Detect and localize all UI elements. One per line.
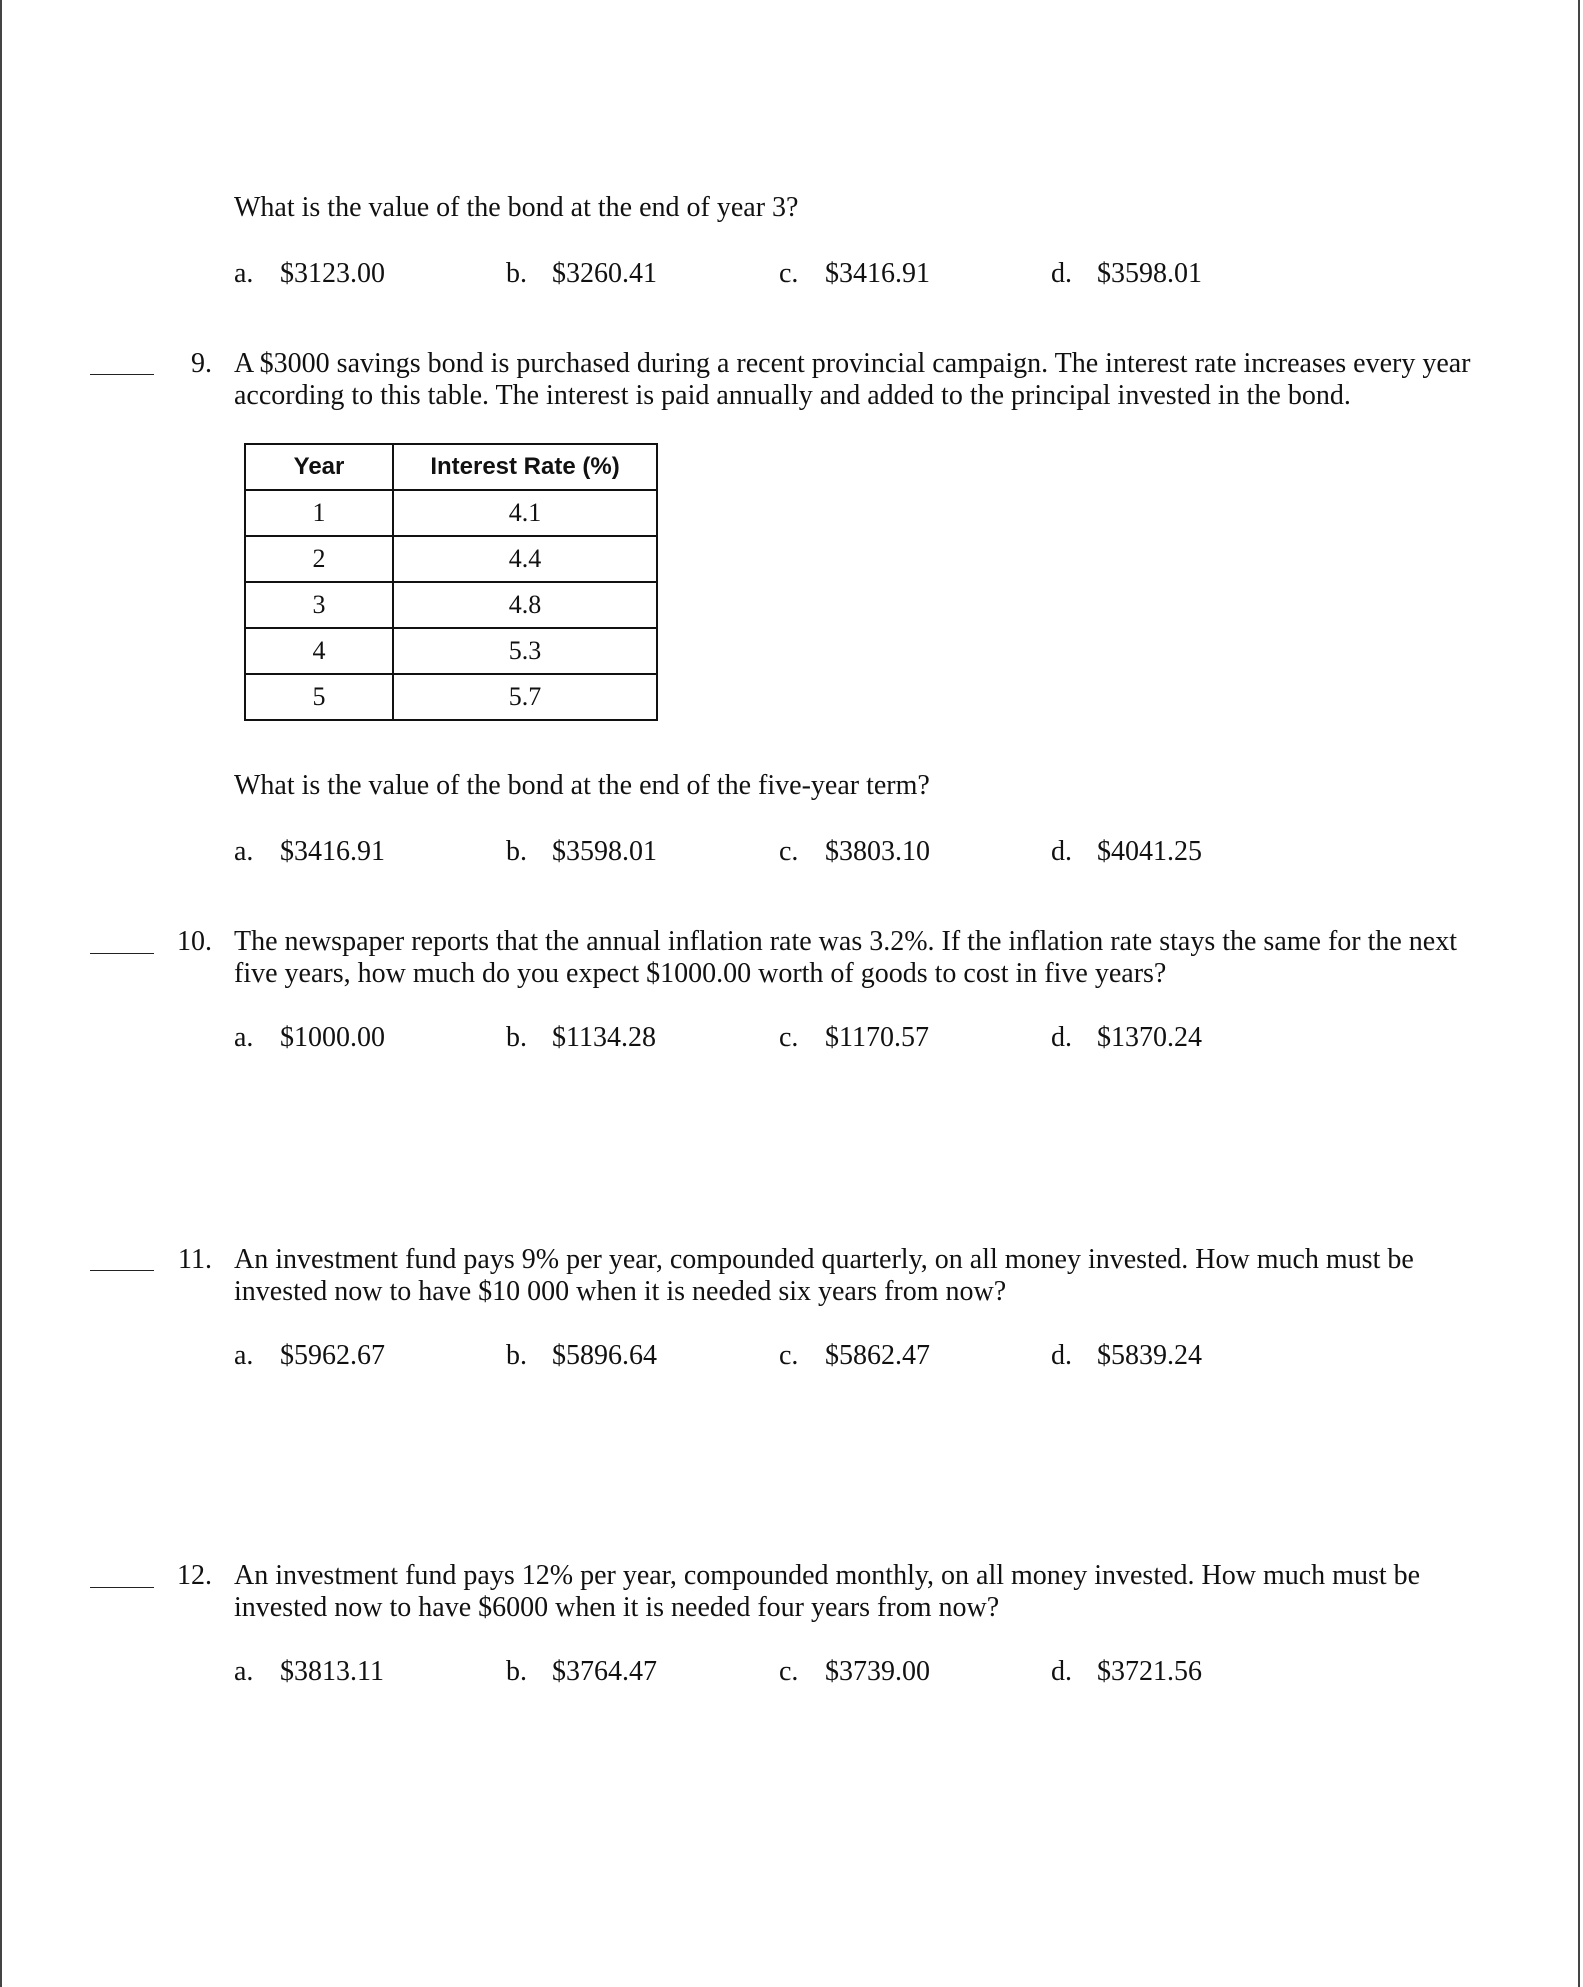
table-cell-year: 5 — [245, 674, 393, 720]
question-number-11: 11. — [178, 1244, 212, 1275]
option-value: $5896.64 — [552, 1340, 657, 1371]
table-cell-rate: 4.8 — [393, 582, 657, 628]
option-letter: b. — [506, 258, 527, 289]
question-text-10: The newspaper reports that the annual inflation rate was 3.2%. If the inflation rate stays the same for the next five years, how much do you expect $1000.00 worth of goods to cost in five years? — [234, 926, 1458, 989]
q9-option-a[interactable] — [234, 836, 385, 868]
question-text-9: A $3000 savings bond is purchased during a recent provincial campaign. The interest rate increases every year according to this table. The interest is paid annually and added to the principal invested in the bond. — [234, 348, 1471, 411]
option-value: $3416.91 — [280, 836, 385, 867]
table-cell-rate: 5.7 — [393, 674, 657, 720]
answer-blank-12[interactable] — [90, 1587, 154, 1588]
q9-option-d[interactable] — [1051, 836, 1202, 868]
option-value: $5962.67 — [280, 1340, 385, 1371]
q10-option-b[interactable] — [506, 1022, 656, 1054]
option-letter: d. — [1051, 258, 1072, 289]
table-cell-year: 1 — [245, 490, 393, 536]
option-letter: a. — [234, 1340, 254, 1371]
option-value: $5862.47 — [825, 1340, 930, 1371]
table-header-rate: Interest Rate (%) — [393, 444, 657, 490]
option-letter: b. — [506, 836, 527, 867]
table-header-row — [245, 444, 657, 490]
intro-option-c[interactable] — [779, 258, 930, 290]
option-letter: c. — [779, 1022, 799, 1053]
question-number-9: 9. — [191, 348, 212, 379]
option-letter: d. — [1051, 1022, 1072, 1053]
q10-option-d[interactable] — [1051, 1022, 1202, 1054]
option-value: $3598.01 — [1097, 258, 1202, 289]
option-letter: d. — [1051, 1340, 1072, 1371]
option-value: $3813.11 — [280, 1656, 384, 1687]
intro-question: What is the value of the bond at the end of year 3? — [234, 192, 799, 223]
option-value: $4041.25 — [1097, 836, 1202, 867]
option-value: $5839.24 — [1097, 1340, 1202, 1371]
option-value: $1170.57 — [825, 1022, 929, 1053]
q12-option-c[interactable] — [779, 1656, 930, 1688]
q11-option-a[interactable] — [234, 1340, 385, 1372]
intro-option-a[interactable] — [234, 258, 385, 290]
option-value: $3123.00 — [280, 258, 385, 289]
option-letter: c. — [779, 1656, 799, 1687]
q9-option-b[interactable] — [506, 836, 657, 868]
option-letter: b. — [506, 1656, 527, 1687]
q12-option-b[interactable] — [506, 1656, 657, 1688]
option-value: $3803.10 — [825, 836, 930, 867]
option-value: $1000.00 — [280, 1022, 385, 1053]
answer-blank-11[interactable] — [90, 1270, 154, 1271]
option-value: $3260.41 — [552, 258, 657, 289]
table-cell-year: 3 — [245, 582, 393, 628]
question-number-12: 12. — [177, 1560, 212, 1591]
table-row — [245, 490, 657, 536]
q12-option-d[interactable] — [1051, 1656, 1202, 1688]
table-cell-rate: 4.1 — [393, 490, 657, 536]
sub-question-9: What is the value of the bond at the end of the five-year term? — [234, 770, 930, 801]
option-letter: a. — [234, 258, 254, 289]
option-value: $1370.24 — [1097, 1022, 1202, 1053]
option-letter: d. — [1051, 1656, 1072, 1687]
table-cell-rate: 5.3 — [393, 628, 657, 674]
option-letter: a. — [234, 1656, 254, 1687]
option-value: $1134.28 — [552, 1022, 656, 1053]
table-cell-year: 4 — [245, 628, 393, 674]
question-text-11: An investment fund pays 9% per year, compounded quarterly, on all money invested. How much must be invested now to have $10 000 when it is needed six years from now? — [234, 1244, 1414, 1307]
option-value: $3739.00 — [825, 1656, 930, 1687]
option-letter: a. — [234, 1022, 254, 1053]
intro-option-d[interactable] — [1051, 258, 1202, 290]
answer-blank-9[interactable] — [90, 374, 154, 375]
q12-option-a[interactable] — [234, 1656, 384, 1688]
table-header-year: Year — [245, 444, 393, 490]
option-value: $3764.47 — [552, 1656, 657, 1687]
table-row — [245, 582, 657, 628]
q9-option-c[interactable] — [779, 836, 930, 868]
option-letter: b. — [506, 1022, 527, 1053]
option-letter: c. — [779, 836, 799, 867]
table-row — [245, 674, 657, 720]
q11-option-c[interactable] — [779, 1340, 930, 1372]
option-letter: c. — [779, 1340, 799, 1371]
option-letter: a. — [234, 836, 254, 867]
option-letter: d. — [1051, 836, 1072, 867]
q10-option-c[interactable] — [779, 1022, 929, 1054]
option-letter: b. — [506, 1340, 527, 1371]
q11-option-b[interactable] — [506, 1340, 657, 1372]
question-number-10: 10. — [177, 926, 212, 957]
table-cell-year: 2 — [245, 536, 393, 582]
intro-option-b[interactable] — [506, 258, 657, 290]
interest-rate-table — [244, 443, 658, 721]
option-value: $3416.91 — [825, 258, 930, 289]
table-row — [245, 628, 657, 674]
q10-option-a[interactable] — [234, 1022, 385, 1054]
table-row — [245, 536, 657, 582]
option-letter: c. — [779, 258, 799, 289]
option-value: $3721.56 — [1097, 1656, 1202, 1687]
option-value: $3598.01 — [552, 836, 657, 867]
table-cell-rate: 4.4 — [393, 536, 657, 582]
q11-option-d[interactable] — [1051, 1340, 1202, 1372]
question-text-12: An investment fund pays 12% per year, compounded monthly, on all money invested. How much must be invested now to have $6000 when it is needed four years from now? — [234, 1560, 1421, 1623]
answer-blank-10[interactable] — [90, 953, 154, 954]
